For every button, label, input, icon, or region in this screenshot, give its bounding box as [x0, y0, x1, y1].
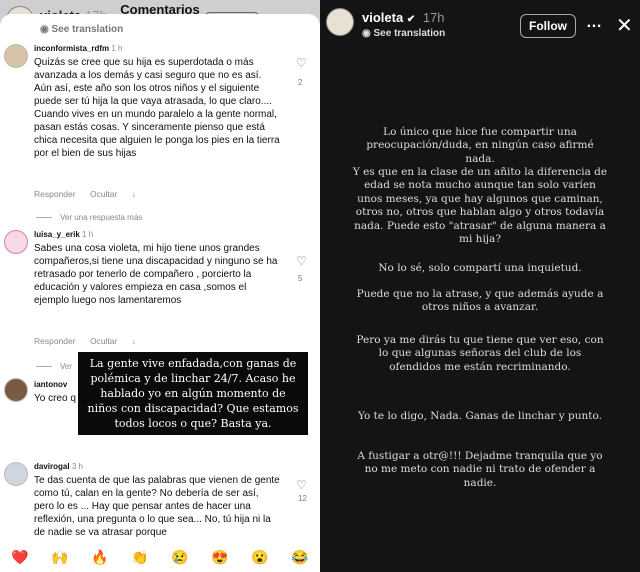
emoji-cry[interactable]: 😢 — [171, 548, 189, 565]
verified-icon: ✔ — [406, 14, 416, 25]
comment-avatar[interactable] — [4, 378, 28, 402]
close-icon[interactable]: ✕ — [616, 15, 633, 37]
comment-text: Sabes una cosa violeta, mi hijo tiene unos grandes compañeros,si tiene una discapacidad y ninguno se ha retrasado por tenerlo de compañero , porcierto la educación y valores empieza en casa ,somos el ejemplo luego nos lamentaremos — [34, 243, 278, 306]
emoji-clap[interactable]: 👏 — [131, 548, 149, 565]
comment-username[interactable]: davirogal 3 h — [34, 462, 83, 471]
like-count: 12 — [298, 494, 307, 503]
comment-username[interactable]: iantonov — [34, 380, 68, 389]
story-paragraph: Lo único que hice fue compartir una preocupación/duda, en ningún caso afirmé nada. — [366, 126, 594, 165]
globe-icon: ◉ — [40, 24, 49, 35]
sheet-title: Comentarios — [120, 2, 200, 17]
hide-button[interactable]: Ocultar — [89, 336, 118, 346]
like-heart-icon[interactable]: ♡ — [296, 56, 307, 70]
view-replies-link[interactable]: Ver una respuesta más — [36, 213, 142, 222]
reply-button[interactable]: Responder — [34, 336, 76, 346]
like-heart-icon[interactable]: ♡ — [296, 478, 307, 492]
reply-button[interactable]: Responder — [34, 189, 76, 199]
emoji-fire[interactable]: 🔥 — [91, 548, 109, 565]
comment-avatar[interactable] — [4, 230, 28, 254]
arrow-down-icon[interactable]: ↓ — [131, 336, 136, 346]
comment-actions — [34, 336, 148, 346]
story-paragraph: A fustigar a otr@!!! Dejadme tranquila que yo no me meto con nadie ni trato de ofender a nadie. — [357, 450, 603, 489]
comment-text: Yo creo q — [34, 393, 76, 404]
comment-text: Quizás se cree que su hija es superdotada o más avanzada a los demás y casi seguro que no es así. Aún así, este año son los otros niños y el siguiente puede ser tú hija la que vaya atrasada, lo que claro.... Cuando vives en un mundo paralelo a la gente normal, pasan estás cosas. Y sinceramente pienso que está chica necesita que alguien le ponga los pies en la tierra por el bien de sus hijas — [34, 57, 280, 159]
story-paragraph: Puede que no la atrase, y que además ayude a otros niños a avanzar. — [356, 288, 604, 314]
like-count: 5 — [298, 274, 303, 283]
emoji-wow[interactable]: 😮 — [251, 548, 269, 565]
comment-username[interactable]: luisa_y_erik 1 h — [34, 230, 94, 239]
story-paragraph: Y es que en la clase de un añito la diferencia de edad se nota mucho aunque tan solo varíen unos meses, ya que hay algunos que caminan, otros no, otros que hablan algo y otros todavía nada. Puede esto "atrasar" de alguna manera a mi hija? — [352, 166, 608, 246]
comment-avatar[interactable] — [4, 44, 28, 68]
emoji-heart[interactable]: ❤️ — [11, 548, 29, 565]
right-avatar[interactable] — [326, 8, 354, 36]
like-heart-icon[interactable]: ♡ — [296, 254, 307, 268]
right-username[interactable]: violeta ✔ 17h — [362, 10, 445, 25]
hide-button[interactable]: Ocultar — [89, 189, 118, 199]
story-text-overlay: La gente vive enfadada,con ganas de polémica y de linchar 24/7. Acaso he hablado yo en algún momento de niños con discapacidad? Que estamos todos locos o que? Basta ya. — [78, 352, 308, 435]
comment-avatar[interactable] — [4, 462, 28, 486]
emoji-heart-eyes[interactable]: 😍 — [211, 548, 229, 565]
emoji-reaction-bar — [0, 542, 320, 572]
sheet-see-translation[interactable]: ◉ See translation — [40, 24, 124, 35]
view-replies-link[interactable]: Ver — [36, 362, 72, 371]
emoji-laugh[interactable]: 😂 — [291, 548, 309, 565]
comment-actions — [34, 189, 148, 199]
story-paragraph: Yo te lo digo, Nada. Ganas de linchar y punto. — [358, 410, 602, 422]
globe-icon: ◉ — [362, 28, 371, 39]
right-follow-button[interactable]: Follow — [520, 14, 576, 38]
arrow-down-icon[interactable]: ↓ — [131, 189, 136, 199]
right-more-icon[interactable]: … — [586, 14, 602, 31]
emoji-raised-hands[interactable]: 🙌 — [51, 548, 69, 565]
comment-text: Te das cuenta de que las palabras que vienen de gente como tú, calan en la gente? No debería de ser así, pero lo es ... Hay que pensar antes de hacer una reflexión, una pregunta o lo que sea... No, tú hija ni la de nadie se va atrasar porque — [34, 475, 280, 538]
comments-sheet — [0, 2, 320, 572]
right-see-translation[interactable]: ◉ See translation — [362, 28, 446, 39]
like-count: 2 — [298, 78, 303, 87]
story-paragraph: No lo sé, solo compartí una inquietud. — [378, 262, 582, 274]
comment-username[interactable]: inconformista_rdfm 1 h — [34, 44, 123, 53]
story-paragraph: Pero ya me dirás tu que tiene que ver eso, con lo que algunas señoras del club de los ofendidos me están recriminando. — [356, 334, 604, 373]
